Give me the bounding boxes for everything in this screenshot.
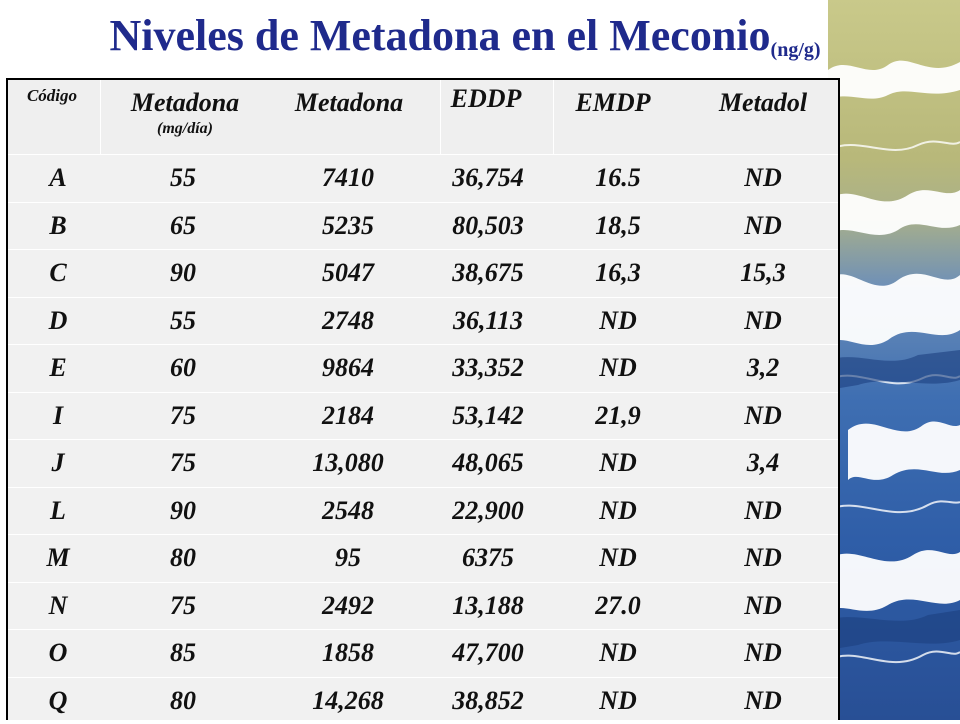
title-unit: (ng/g): [771, 39, 821, 61]
cell-code: C: [8, 257, 108, 289]
cell-dose: 90: [108, 495, 258, 527]
cell-dose: 90: [108, 257, 258, 289]
cell-metadol: ND: [688, 637, 838, 669]
cell-metadol: ND: [688, 685, 838, 717]
cell-dose: 80: [108, 542, 258, 574]
cell-methadone: 95: [258, 542, 438, 574]
cell-metadol: ND: [688, 210, 838, 242]
cell-metadol: ND: [688, 495, 838, 527]
table-row: [8, 439, 838, 487]
cell-code: A: [8, 162, 108, 194]
decorative-wave-panel: [828, 0, 960, 720]
cell-code: B: [8, 210, 108, 242]
cell-dose: 75: [108, 590, 258, 622]
header-eddp: [426, 84, 546, 158]
cell-eddp: 22,900: [413, 495, 563, 527]
cell-eddp: 36,754: [413, 162, 563, 194]
table-row: [8, 297, 838, 345]
cell-code: L: [8, 495, 108, 527]
table-header: [8, 80, 838, 154]
cell-emdp: 16,3: [548, 257, 688, 289]
cell-code: D: [8, 305, 108, 337]
cell-code: E: [8, 352, 108, 384]
cell-methadone: 2748: [258, 305, 438, 337]
cell-code: M: [8, 542, 108, 574]
header-methadone: [274, 88, 424, 162]
cell-metadol: ND: [688, 590, 838, 622]
cell-emdp: ND: [548, 495, 688, 527]
page-title: [0, 10, 930, 76]
cell-dose: 75: [108, 447, 258, 479]
table-row: [8, 344, 838, 392]
cell-dose: 80: [108, 685, 258, 717]
cell-metadol: ND: [688, 162, 838, 194]
header-metadol: [688, 88, 838, 162]
header-divider: [553, 80, 554, 154]
header-metadol-label: Metadol: [688, 88, 838, 118]
cell-eddp: 6375: [413, 542, 563, 574]
table-row: [8, 392, 838, 440]
cell-code: N: [8, 590, 108, 622]
cell-eddp: 38,852: [413, 685, 563, 717]
cell-code: I: [8, 400, 108, 432]
cell-code: Q: [8, 685, 108, 717]
cell-emdp: ND: [548, 305, 688, 337]
table-row: [8, 202, 838, 250]
cell-metadol: 15,3: [688, 257, 838, 289]
table-row: [8, 677, 838, 724]
table-row: [8, 582, 838, 630]
cell-dose: 85: [108, 637, 258, 669]
cell-eddp: 47,700: [413, 637, 563, 669]
header-divider: [440, 80, 441, 154]
cell-emdp: 18,5: [548, 210, 688, 242]
header-eddp-label: EDDP: [426, 84, 546, 114]
cell-eddp: 53,142: [413, 400, 563, 432]
cell-emdp: ND: [548, 447, 688, 479]
header-dose: [100, 88, 270, 162]
cell-eddp: 38,675: [413, 257, 563, 289]
cell-eddp: 33,352: [413, 352, 563, 384]
header-dose-unit: (mg/día): [100, 118, 270, 140]
cell-emdp: ND: [548, 542, 688, 574]
cell-methadone: 13,080: [258, 447, 438, 479]
table-row: [8, 534, 838, 582]
cell-methadone: 14,268: [258, 685, 438, 717]
header-methadone-label: Metadona: [274, 88, 424, 118]
header-code: [8, 86, 96, 160]
cell-methadone: 2184: [258, 400, 438, 432]
cell-metadol: 3,2: [688, 352, 838, 384]
cell-dose: 60: [108, 352, 258, 384]
cell-methadone: 7410: [258, 162, 438, 194]
cell-emdp: ND: [548, 685, 688, 717]
cell-emdp: ND: [548, 352, 688, 384]
cell-emdp: 21,9: [548, 400, 688, 432]
cell-methadone: 2492: [258, 590, 438, 622]
cell-metadol: ND: [688, 305, 838, 337]
header-emdp-label: EMDP: [548, 88, 678, 118]
cell-code: O: [8, 637, 108, 669]
cell-eddp: 36,113: [413, 305, 563, 337]
cell-eddp: 13,188: [413, 590, 563, 622]
cell-methadone: 1858: [258, 637, 438, 669]
cell-emdp: 27.0: [548, 590, 688, 622]
cell-methadone: 5047: [258, 257, 438, 289]
cell-methadone: 5235: [258, 210, 438, 242]
wave-illustration: [828, 0, 960, 720]
cell-emdp: 16.5: [548, 162, 688, 194]
cell-dose: 55: [108, 162, 258, 194]
cell-metadol: ND: [688, 400, 838, 432]
cell-eddp: 48,065: [413, 447, 563, 479]
header-dose-label: Metadona: [100, 88, 270, 118]
cell-methadone: 9864: [258, 352, 438, 384]
cell-methadone: 2548: [258, 495, 438, 527]
cell-dose: 65: [108, 210, 258, 242]
header-emdp: [548, 88, 678, 162]
table-row: [8, 629, 838, 677]
cell-dose: 55: [108, 305, 258, 337]
table-body: [8, 154, 838, 724]
cell-dose: 75: [108, 400, 258, 432]
cell-code: J: [8, 447, 108, 479]
cell-eddp: 80,503: [413, 210, 563, 242]
data-table: [6, 78, 840, 720]
header-divider: [100, 80, 101, 154]
cell-metadol: ND: [688, 542, 838, 574]
cell-metadol: 3,4: [688, 447, 838, 479]
title-text: Niveles de Metadona en el Meconio: [109, 11, 770, 60]
table-row: [8, 487, 838, 535]
table-row: [8, 249, 838, 297]
cell-emdp: ND: [548, 637, 688, 669]
header-code-label: Código: [27, 86, 77, 105]
table-row: [8, 154, 838, 202]
